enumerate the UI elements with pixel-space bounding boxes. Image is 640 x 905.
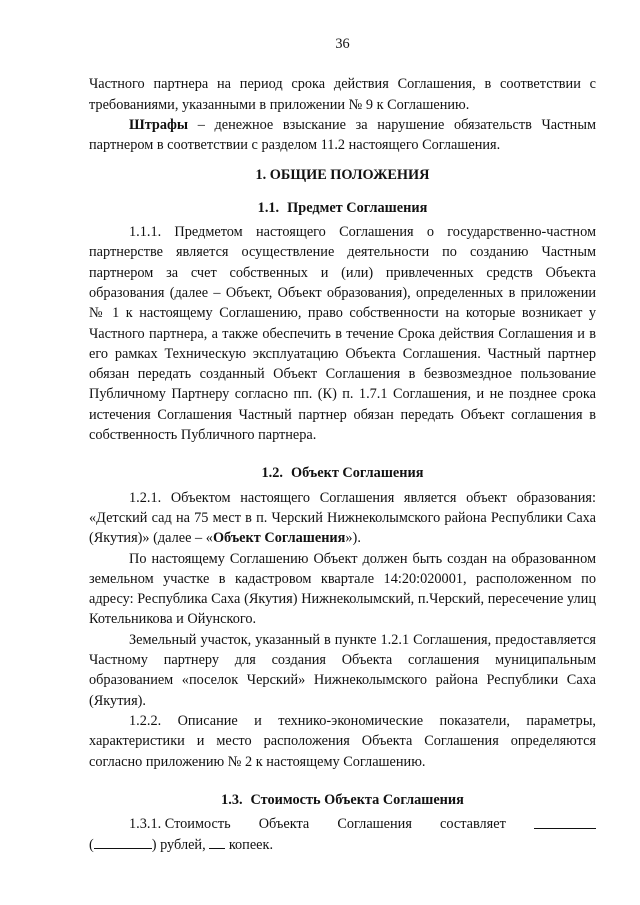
penalty-term: Штрафы: [129, 116, 189, 133]
clause-1-3-1-line-2: [89, 834, 596, 855]
clause-1-2-1: [89, 488, 596, 549]
rubles-text: ) рублей,: [151, 837, 206, 854]
penalty-paragraph: [89, 115, 596, 156]
plot-paragraph: Земельный участок, указанный в пункте 1.2.1 Соглашения, предоставляется Частному партнеру для создания Объекта соглашения муниципальным образованием «поселок Черский» Нижнеколымского района Республики Саха (Якутия).: [89, 631, 596, 709]
clause-1-2-2: 1.2.2. Описание и технико-экономические показатели, параметры, характеристики и место расположения Объекта Соглашения определяются согласно приложению № 2 к настоящему Соглашению.: [89, 712, 596, 770]
subsection-1-2-number: 1.2.: [261, 465, 283, 482]
open-paren: (: [89, 837, 94, 854]
penalty-definition: – денежное взыскание за нарушение обязательств Частным партнером в соответствии с разделом 11.2 настоящего Соглашения.: [89, 116, 596, 154]
cost-blank: [534, 814, 596, 829]
subsection-1-3-title: [89, 790, 596, 810]
cost-words-blank: [94, 834, 152, 849]
kopeks-text: копеек.: [228, 837, 274, 854]
clause-1-2-1-text: 1.2.1. Объектом настоящего Соглашения является объект образования: «Детский сад на 75 мест в п. Черский Нижнеколымского района Республики Саха (Якутия)» (далее – «: [89, 489, 596, 547]
clause-1-2-1-bold: Объект Соглашения: [212, 530, 346, 547]
land-paragraph: По настоящему Соглашению Объект должен быть создан на образованном земельном участке в кадастровом квартале 14:20:020001, расположенном по адресу: Республика Саха (Якутия) Нижнеколымский, п.Черский, пересечение улиц Котельникова и Ойунского.: [89, 550, 596, 628]
clause-1-3-1-line-1: [89, 814, 596, 834]
clause-1-2-1-end: »).: [345, 530, 361, 547]
clause-1-3-1-word-4: составляет: [440, 816, 506, 833]
subsection-1-2-name: Объект Соглашения: [290, 465, 424, 482]
subsection-1-2-title: [89, 463, 596, 483]
subsection-1-3-name: Стоимость Объекта Соглашения: [250, 791, 464, 808]
subsection-1-1-title: [89, 198, 596, 218]
intro-text: Частного партнера на период срока действия Соглашения, в соответствии с требованиями, указанными в приложении № 9 к Соглашению.: [89, 76, 596, 113]
kopeks-blank: [209, 834, 225, 849]
subsection-1-1-name: Предмет Соглашения: [287, 199, 428, 216]
clause-1-3-1-word-1: 1.3.1. Стоимость: [129, 816, 231, 833]
clause-1-3-1-word-3: Соглашения: [337, 816, 412, 833]
subsection-1-1-number: 1.1.: [257, 199, 280, 216]
page-number: 36: [335, 36, 350, 52]
clause-1-1-1: 1.1.1. Предметом настоящего Соглашения о государственно-частном партнерстве является осуществление деятельности по созданию Частным партнером за счет собственных и (или) привлеченных средств Объекта образования (далее – Объект, Объект образования), определенных в приложении № 1 к настоящему Соглашению, право собственности на которые возникает у Частного партнера, а также обеспечить в течение Срока действия Соглашения и в его рамках Техническую эксплуатацию Объекта Соглашения. Частный партнер обязан передать созданный Объект Соглашения в безвозмездное пользование Публичному Партнеру согласно пп. (К) п. 1.7.1 Соглашения, и не позднее срока истечения Соглашения Частный партнер обязан передать Объект соглашения в собственность Публичного партнера.: [89, 224, 596, 444]
clause-1-3-1-word-2: Объекта: [258, 816, 310, 833]
intro-paragraph: [89, 74, 596, 115]
section-1-title: 1. ОБЩИЕ ПОЛОЖЕНИЯ: [255, 167, 430, 184]
subsection-1-3-number: 1.3.: [221, 791, 243, 808]
